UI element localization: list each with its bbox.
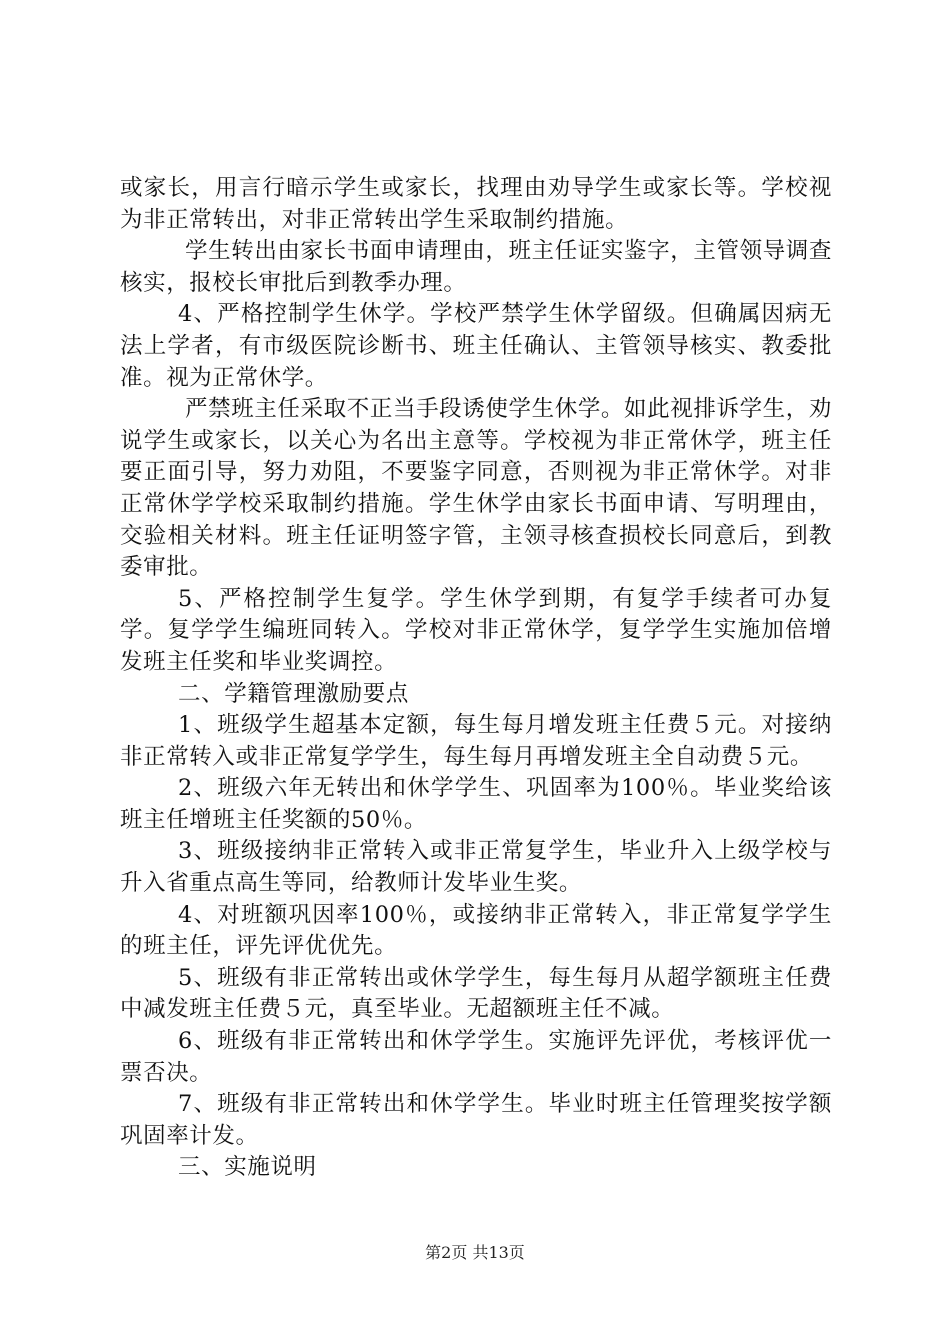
- section-heading: 二、学籍管理激励要点: [178, 680, 410, 707]
- paragraph: 4、对班额巩因率100％，或接纳非正常转入，非正常复学学生的班主任，评先评优优先。: [120, 901, 832, 960]
- paragraph: 5、班级有非正常转出或休学学生，每生每月从超学额班主任费中减发班主任费５元，真至毕业。无超额班主任不减。: [120, 964, 832, 1023]
- paragraph: 3、班级接纳非正常转入或非正常复学生，毕业升入上级学校与升入省重点高生等同，给教师计发毕业生奖。: [120, 838, 832, 897]
- paragraph: 2、班级六年无转出和休学学生、巩固率为100％。毕业奖给该班主任增班主任奖额的50％。: [120, 775, 832, 833]
- paragraph: 学生转出由家长书面申请理由，班主任证实鉴字，主管领导调查核实，报校长审批后到教季办理。: [120, 238, 832, 296]
- section-heading: 三、实施说明: [178, 1154, 317, 1181]
- paragraph: 4、严格控制学生休学。学校严禁学生休学留级。但确属因病无法上学者，有市级医院诊断书、班主任确认、主管领导核实、教委批准。视为正常休学。: [120, 301, 832, 391]
- paragraph: 5、严格控制学生复学。学生休学到期，有复学手续者可办复学。复学学生编班同转入。学校对非正常休学，复学学生实施加倍增发班主任奖和毕业奖调控。: [120, 585, 832, 675]
- paragraph: 6、班级有非正常转出和休学学生。实施评先评优，考核评优一票否决。: [120, 1028, 832, 1086]
- page-number-footer: 第2页 共13页: [425, 1243, 525, 1262]
- paragraph: 7、班级有非正常转出和休学学生。毕业时班主任管理奖按学额巩固率计发。: [120, 1091, 832, 1149]
- paragraph: 或家长，用言行暗示学生或家长，找理由劝导学生或家长等。学校视为非正常转出，对非正常转出学生采取制约措施。: [120, 175, 832, 233]
- paragraph: 严禁班主任采取不正当手段诱使学生休学。如此视排诉学生，劝说学生或家长，以关心为名出主意等。学校视为非正常休学，班主任要正面引导，努力劝阻，不要鉴字同意，否则视为非正常休学。对非正常休学学校采取制约措施。学生休学由家长书面申请、写明理由，交验相关材料。班主任证明签字管，主领寻核查损校长同意后，到教委审批。: [120, 396, 832, 581]
- document-body: [120, 173, 832, 1184]
- paragraph: 1、班级学生超基本定额，每生每月增发班主任费５元。对接纳非正常转入或非正常复学学生，每生每月再增发班主全自动费５元。: [120, 712, 832, 770]
